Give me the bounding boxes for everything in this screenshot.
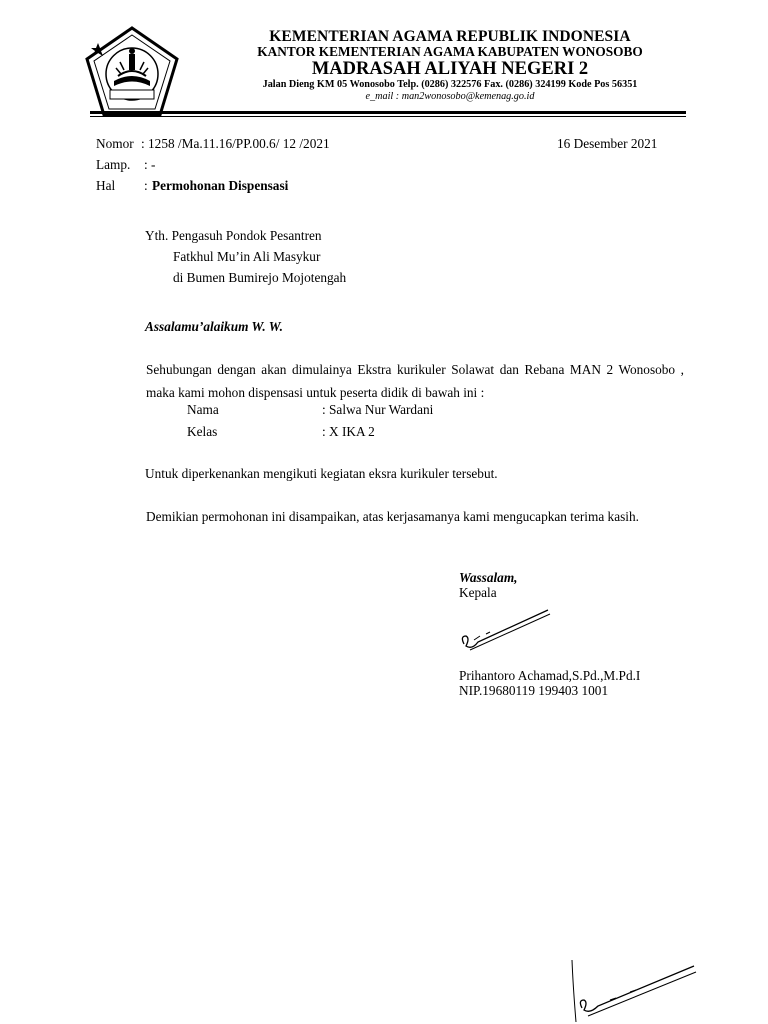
school-address: Jalan Dieng KM 05 Wonosobo Telp. (0286) 322576 Fax. (0286) 324199 Kode Pos 56351 xyxy=(262,79,638,90)
letterhead-rule-thick xyxy=(90,111,686,114)
greeting: Assalamu’alaikum W. W. xyxy=(145,319,283,334)
hal-label: Hal xyxy=(96,178,116,193)
nomor-label: Nomor xyxy=(96,136,134,151)
signature xyxy=(456,606,556,658)
school-title: MADRASAH ALIYAH NEGERI 2 xyxy=(311,59,589,79)
lamp-value: : - xyxy=(144,157,156,172)
student-class-value: : X IKA 2 xyxy=(322,424,375,439)
nomor-value: : 1258 /Ma.11.16/PP.00.6/ 12 /2021 xyxy=(141,136,330,151)
recipient-line-1: Yth. Pengasuh Pondok Pesantren xyxy=(145,228,322,243)
student-name-value: : Salwa Nur Wardani xyxy=(322,402,434,417)
recipient-line-2: Fatkhul Mu’in Ali Masykur xyxy=(173,249,321,264)
signer-name: Prihantoro Achamad,S.Pd.,M.Pd.I xyxy=(459,668,641,683)
initial-signature xyxy=(570,956,700,1024)
letterhead-rule-thin xyxy=(90,116,686,117)
kemenag-logo xyxy=(84,26,180,120)
hal-value: Permohonan Dispensasi xyxy=(152,178,289,193)
body-paragraph-3: Demikian permohonan ini disampaikan, atas kerjasamanya kami mengucapkan terima kasih. xyxy=(146,509,639,524)
body-paragraph-1: Sehubungan dengan akan dimulainya Ekstra kurikuler Solawat dan Rebana MAN 2 Wonosobo , maka kami mohon dispensasi untuk peserta didik di bawah ini : xyxy=(146,362,684,400)
student-name-label: Nama xyxy=(187,402,219,417)
ministry-title: KEMENTERIAN AGAMA REPUBLIK INDONESIA xyxy=(269,28,631,45)
lamp-label: Lamp. xyxy=(96,157,131,172)
body-paragraph-2: Untuk diperkenankan mengikuti kegiatan eksra kurikuler tersebut. xyxy=(145,466,498,481)
student-class-label: Kelas xyxy=(187,424,218,439)
closing-salutation: Wassalam, xyxy=(459,570,518,585)
letter-date: 16 Desember 2021 xyxy=(557,136,658,151)
recipient-line-3: di Bumen Bumirejo Mojotengah xyxy=(173,270,347,285)
signer-position: Kepala xyxy=(459,585,497,600)
office-title: KANTOR KEMENTERIAN AGAMA KABUPATEN WONOSOBO xyxy=(257,44,643,59)
signer-nip: NIP.19680119 199403 1001 xyxy=(459,683,609,698)
hal-colon: : xyxy=(144,178,148,193)
school-email: e_mail : man2wonosobo@kemenag.go.id xyxy=(365,91,535,102)
